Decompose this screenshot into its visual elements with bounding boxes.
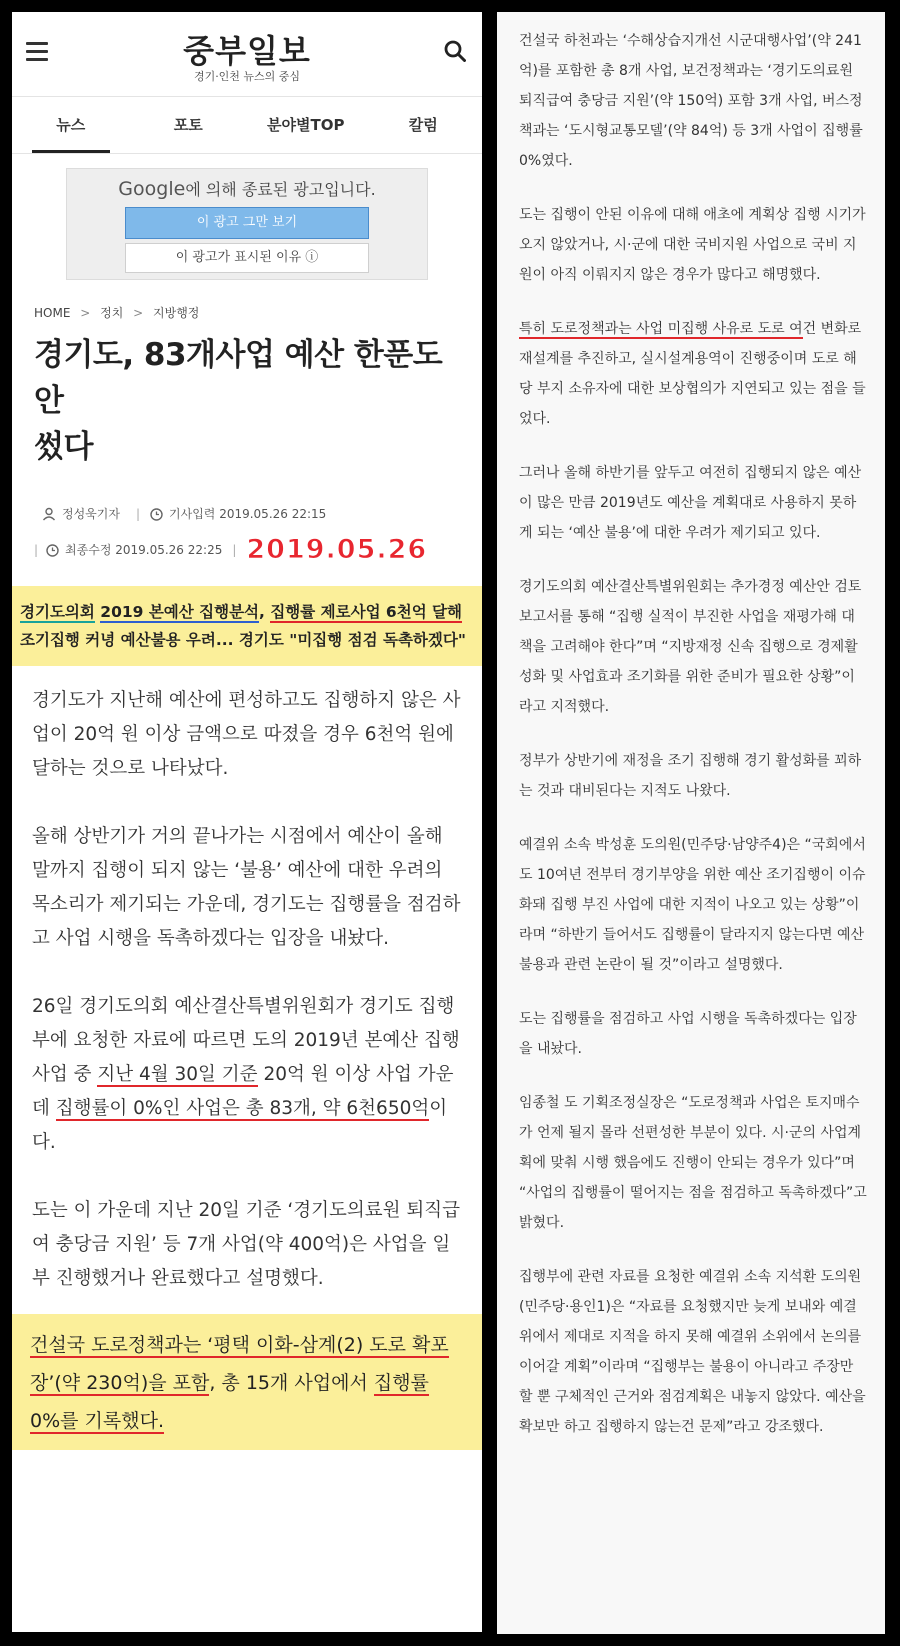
highlighted-paragraph: 건설국 도로정책과는 ‘평택 이화-삼계(2) 도로 확포장’(약 230억)을 포함, 총 15개 사업에서 집행률 0%를 기록했다. (12, 1314, 482, 1450)
body-paragraph: 올해 상반기가 거의 끝나가는 시점에서 예산이 올해 말까지 집행이 되지 않는 ‘불용’ 예산에 대한 우려의 목소리가 제기되는 가운데, 경기도는 집행률을 점검하고 사업 시행을 독촉하겠다는 입장을 내놨다. (32, 826, 461, 949)
nav-tab-column[interactable]: 칼럼 (408, 116, 438, 134)
ad-closed-notice (66, 168, 428, 280)
clock-icon (46, 544, 59, 557)
article-body (12, 666, 482, 1450)
ad-title: Google에 의해 종료된 광고입니다. (118, 178, 376, 200)
article-meta: 정성욱기자 | 기사입력 2019.05.26 22:15 | 최종수정 2019.05.26 22:25 | 2019.05.26 (12, 496, 482, 568)
body-paragraph: 건설국 하천과는 ‘수해상습지개선 시군대행사업’(약 241억)를 포함한 총 8개 사업, 보건정책과는 ‘경기도의료원 퇴직급여 충당금 지원’(약 150억) 포함 3개 사업, 버스정책과는 ‘도시형교통모델’(약 84억) 등 3개 사업이 집행률 0%였다. (519, 33, 863, 169)
why-ad-button[interactable]: 이 광고가 표시된 이유 ⓘ (125, 243, 369, 273)
article-screenshot-left (12, 12, 482, 1632)
article-body-continued (497, 12, 885, 1442)
date-overlay-annotation: 2019.05.26 (246, 534, 428, 565)
body-paragraph: 정부가 상반기에 재정을 조기 집행해 경기 활성화를 꾀하는 것과 대비된다는 지적도 나왔다. (519, 753, 862, 799)
main-nav (12, 97, 482, 154)
published-time: 기사입력 2019.05.26 22:15 (169, 507, 327, 521)
nav-tab-news[interactable]: 뉴스 (12, 97, 130, 153)
breadcrumb-separator: > (80, 306, 91, 320)
article-title: 경기도, 83개사업 예산 한푼도 안 썼다 (34, 337, 443, 465)
breadcrumb-politics[interactable]: 정치 (100, 306, 124, 320)
body-paragraph: 경기도가 지난해 예산에 편성하고도 집행하지 않은 사업이 20억 원 이상 금액으로 따졌을 경우 6천억 원에 달하는 것으로 나타났다. (32, 690, 461, 779)
article-screenshot-right (497, 12, 885, 1634)
modified-time: 최종수정 2019.05.26 22:25 (65, 543, 223, 557)
nav-tab-top[interactable]: 분야별TOP (267, 116, 345, 134)
breadcrumb-separator: > (133, 306, 144, 320)
body-paragraph: 임종철 도 기획조정실장은 “도로정책과 사업은 토지매수가 언제 될지 몰라 선편성한 부분이 있다. 시·군의 사업계획에 맞춰 시행 했음에도 진행이 안되는 경우가 있다”며 “사업의 집행률이 떨어지는 점을 점검하고 독촉하겠다”고 밝혔다. (519, 1095, 867, 1231)
body-paragraph: 예결위 소속 박성훈 도의원(민주당·남양주4)은 “국회에서도 10여년 전부터 경기부양을 위한 예산 조기집행이 이슈화돼 집행 부진 사업에 대한 지적이 나오고 있는 상황”이라며 “하반기 들어서도 집행률이 달라지지 않는다면 예산 불용과 관련 논란이 될 것”이라고 설명했다. (519, 837, 866, 973)
stop-ad-button[interactable]: 이 광고 그만 보기 (125, 207, 369, 239)
google-wordmark: Google (118, 178, 186, 200)
reporter-name: 정성욱기자 (62, 507, 120, 521)
body-paragraph: 도는 집행이 안된 이유에 대해 애초에 계획상 집행 시기가 오지 않았거나, 시·군에 대한 국비지원 사업으로 국비 지원이 아직 이뤄지지 않은 경우가 많다고 해명했다. (519, 207, 866, 283)
breadcrumb-home[interactable]: HOME (34, 306, 71, 320)
clock-icon (150, 508, 163, 521)
body-paragraph: 도는 이 가운데 지난 20일 기준 ‘경기도의료원 퇴직급여 충당금 지원’ 등 7개 사업(약 400억)은 사업을 일부 진행했거나 완료했다고 설명했다. (32, 1200, 461, 1289)
body-paragraph: 그러나 올해 하반기를 앞두고 여전히 집행되지 않은 예산이 많은 만큼 2019년도 예산을 계획대로 사용하지 못하게 되는 ‘예산 불용’에 대한 우려가 제기되고 있다. (519, 465, 862, 541)
body-paragraph: 특히 도로정책과는 사업 미집행 사유로 도로 여건 변화로 재설계를 추진하고, 실시설계용역이 진행중이며 도로 해당 부지 소유자에 대한 보상협의가 지연되고 있는 점을 들었다. (519, 321, 866, 427)
site-header (12, 12, 482, 97)
body-paragraph: 26일 경기도의회 예산결산특별위원회가 경기도 집행부에 요청한 자료에 따르면 도의 2019년 본예산 집행사업 중 지난 4월 30일 기준 20억 원 이상 사업 가운데 집행률이 0%인 사업은 총 83개, 약 6천650억이다. (32, 996, 460, 1153)
nav-tab-photo[interactable]: 포토 (173, 116, 203, 134)
article-lead-highlight: 경기도의회 2019 본예산 집행분석, 집행률 제로사업 6천억 달해 조기집행 커녕 예산불용 우려... 경기도 "미집행 점검 독촉하겠다" (12, 586, 482, 666)
person-icon (42, 507, 56, 521)
breadcrumb-local-admin[interactable]: 지방행정 (153, 306, 200, 320)
body-paragraph: 도는 집행률을 점검하고 사업 시행을 독촉하겠다는 입장을 내놨다. (519, 1011, 857, 1057)
body-paragraph: 경기도의회 예산결산특별위원회는 추가경정 예산안 검토보고서를 통해 “집행 실적이 부진한 사업을 재평가해 대책을 고려해야 한다”며 “지방재정 신속 집행으로 경제활성화 및 사업효과 조기화를 위한 준비가 필요한 상황”이라고 지적했다. (519, 579, 862, 715)
breadcrumb (12, 280, 482, 326)
search-icon[interactable] (444, 40, 466, 62)
site-slogan: 경기·인천 뉴스의 중심 (193, 70, 301, 83)
body-paragraph: 집행부에 관련 자료를 요청한 예결위 소속 지석환 도의원(민주당·용인1)은 “자료를 요청했지만 늦게 보내와 예결위에서 제대로 지적을 하지 못해 예결위 소위에서 논의를 이어갈 계획”이라며 “집행부는 불용이 아니라고 주장만 할 뿐 구체적인 근거와 점검계획은 내놓지 않았다. 예산을 확보만 하고 집행하지 않는건 문제”라고 강조했다. (519, 1269, 866, 1435)
site-logo[interactable]: 중부일보 (183, 32, 311, 70)
